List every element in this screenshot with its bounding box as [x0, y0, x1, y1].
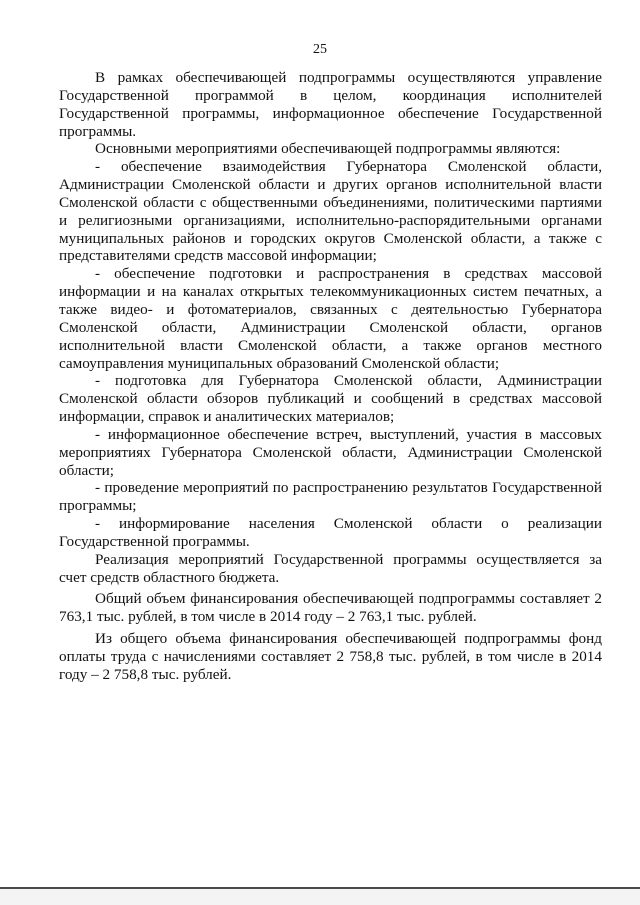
list-item-public-informing: - информирование населения Смоленской области о реализации Государственной программы.	[59, 515, 602, 550]
list-item-media-preparation: - обеспечение подготовки и распространения в средствах массовой информации и на каналах открытых телекоммуникационных систем печатных, а также видео- и фотоматериалов, связанных с деятельностью Губернатора Смоленской области, Администрации Смоленской области, органов исполнительной власти Смоленской области, а также органов местного самоуправления муниципальных образований Смоленской области;	[59, 265, 602, 372]
list-item-publication-reviews: - подготовка для Губернатора Смоленской области, Администрации Смоленской области обзоров публикаций и сообщений в средствах массовой информации, справок и аналитических материалов;	[59, 372, 602, 426]
paragraph-total-funding: Общий объем финансирования обеспечивающей подпрограммы составляет 2 763,1 тыс. рублей, в том числе в 2014 году – 2 763,1 тыс. рублей.	[59, 590, 602, 626]
paragraph-main-activities-intro: Основными мероприятиями обеспечивающей подпрограммы являются:	[95, 140, 561, 158]
bottom-scan-shadow	[0, 889, 640, 905]
list-item-event-support: - информационное обеспечение встреч, выступлений, участия в массовых мероприятиях Губернатора Смоленской области, Администрации Смоленской области;	[59, 425, 602, 479]
page-number: 25	[313, 42, 327, 57]
list-item-results-dissemination: - проведение мероприятий по распространению результатов Государственной программы;	[59, 479, 602, 515]
paragraph-subprogram-scope: В рамках обеспечивающей подпрограммы осуществляются управление Государственной программой в целом, координация исполнителей Государственной программы, информационное обеспечение Государственной программы.	[59, 69, 602, 140]
paragraph-payroll-fund: Из общего объема финансирования обеспечивающей подпрограммы фонд оплаты труда с начислениями составляет 2 758,8 тыс. рублей, в том числе в 2014 году – 2 758,8 тыс. рублей.	[59, 630, 602, 683]
document-body	[59, 69, 602, 684]
paragraph-funding-source: Реализация мероприятий Государственной программы осуществляется за счет средств областного бюджета.	[59, 550, 602, 586]
list-item-interaction: - обеспечение взаимодействия Губернатора Смоленской области, Администрации Смоленской области и других органов исполнительной власти Смоленской области с общественными объединениями, политическими партиями и религиозными организациями, исполнительно-распорядительными органами муниципальных районов и городских округов Смоленской области, а также с представителями средств массовой информации;	[59, 158, 602, 265]
